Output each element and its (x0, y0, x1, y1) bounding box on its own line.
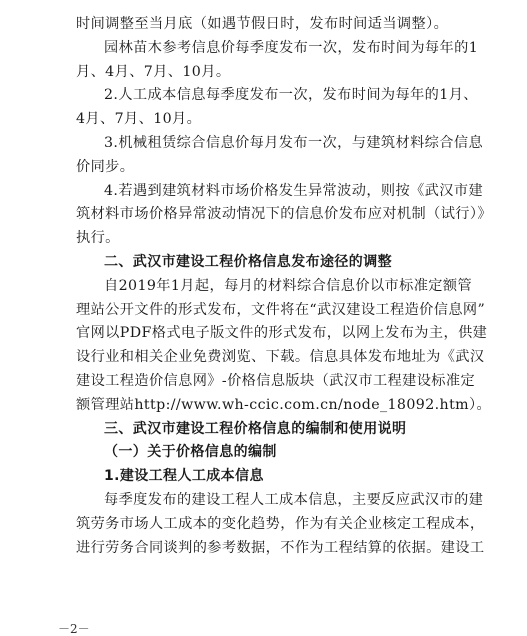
paragraph-line: 价同步。 (76, 158, 135, 175)
paragraph-line: 建设工程造价信息网》-价格信息版块（武汉市工程建设标准定 (76, 372, 476, 389)
paragraph-line: 设行业和相关企业免费浏览、下载。信息具体发布地址为《武汉 (76, 349, 485, 366)
document-body (76, 13, 492, 560)
paragraph-line: 官网以PDF格式电子版文件的形式发布，以网上发布为主，供建 (76, 325, 488, 342)
paragraph-line: 4.若遇到建筑材料市场价格发生异常波动，则按《武汉市建 (104, 182, 484, 199)
section-heading-line: 二、武汉市建设工程价格信息发布途径的调整 (104, 253, 392, 270)
section-heading-line: 1.建设工程人工成本信息 (104, 468, 264, 485)
page-number: －2－ (58, 622, 90, 636)
paragraph-line: 筑材料市场价格异常波动情况下的信息价发布应对机制（试行）》 (76, 206, 492, 223)
paragraph-line: 4月、7月、10月。 (76, 111, 202, 128)
paragraph-line: 月、4月、7月、10月。 (76, 63, 231, 80)
paragraph-line: 进行劳务合同谈判的参考数据，不作为工程结算的依据。建设工 (76, 539, 485, 556)
paragraph-line: 理站公开文件的形式发布，文件将在“武汉建设工程造价信息网” (76, 301, 486, 318)
paragraph-line: 额管理站http://www.wh-ccic.com.cn/node_18092.htm）。 (76, 396, 492, 413)
paragraph-line: 筑劳务市场人工成本的变化趋势，作为有关企业核定工程成本， (76, 515, 485, 532)
paragraph-line: 每季度发布的建设工程人工成本信息，主要反应武汉市的建 (104, 491, 484, 508)
section-heading-line: （一）关于价格信息的编制 (104, 444, 277, 461)
paragraph-line: 园林苗木参考信息价每季度发布一次，发布时间为每年的1 (104, 39, 479, 56)
paragraph-line: 自2019年1月起，每月的材料综合信息价以市标准定额管 (104, 277, 473, 294)
paragraph-line: 时间调整至当月底（如遇节假日时，发布时间适当调整）。 (76, 16, 449, 32)
paragraph-line: 执行。 (76, 230, 120, 247)
section-heading-line: 三、武汉市建设工程价格信息的编制和使用说明 (104, 420, 407, 437)
paragraph-line: 2.人工成本信息每季度发布一次，发布时间为每年的1月、 (104, 87, 478, 104)
paragraph-line: 3.机械租赁综合信息价每月发布一次，与建筑材料综合信息 (104, 134, 484, 151)
